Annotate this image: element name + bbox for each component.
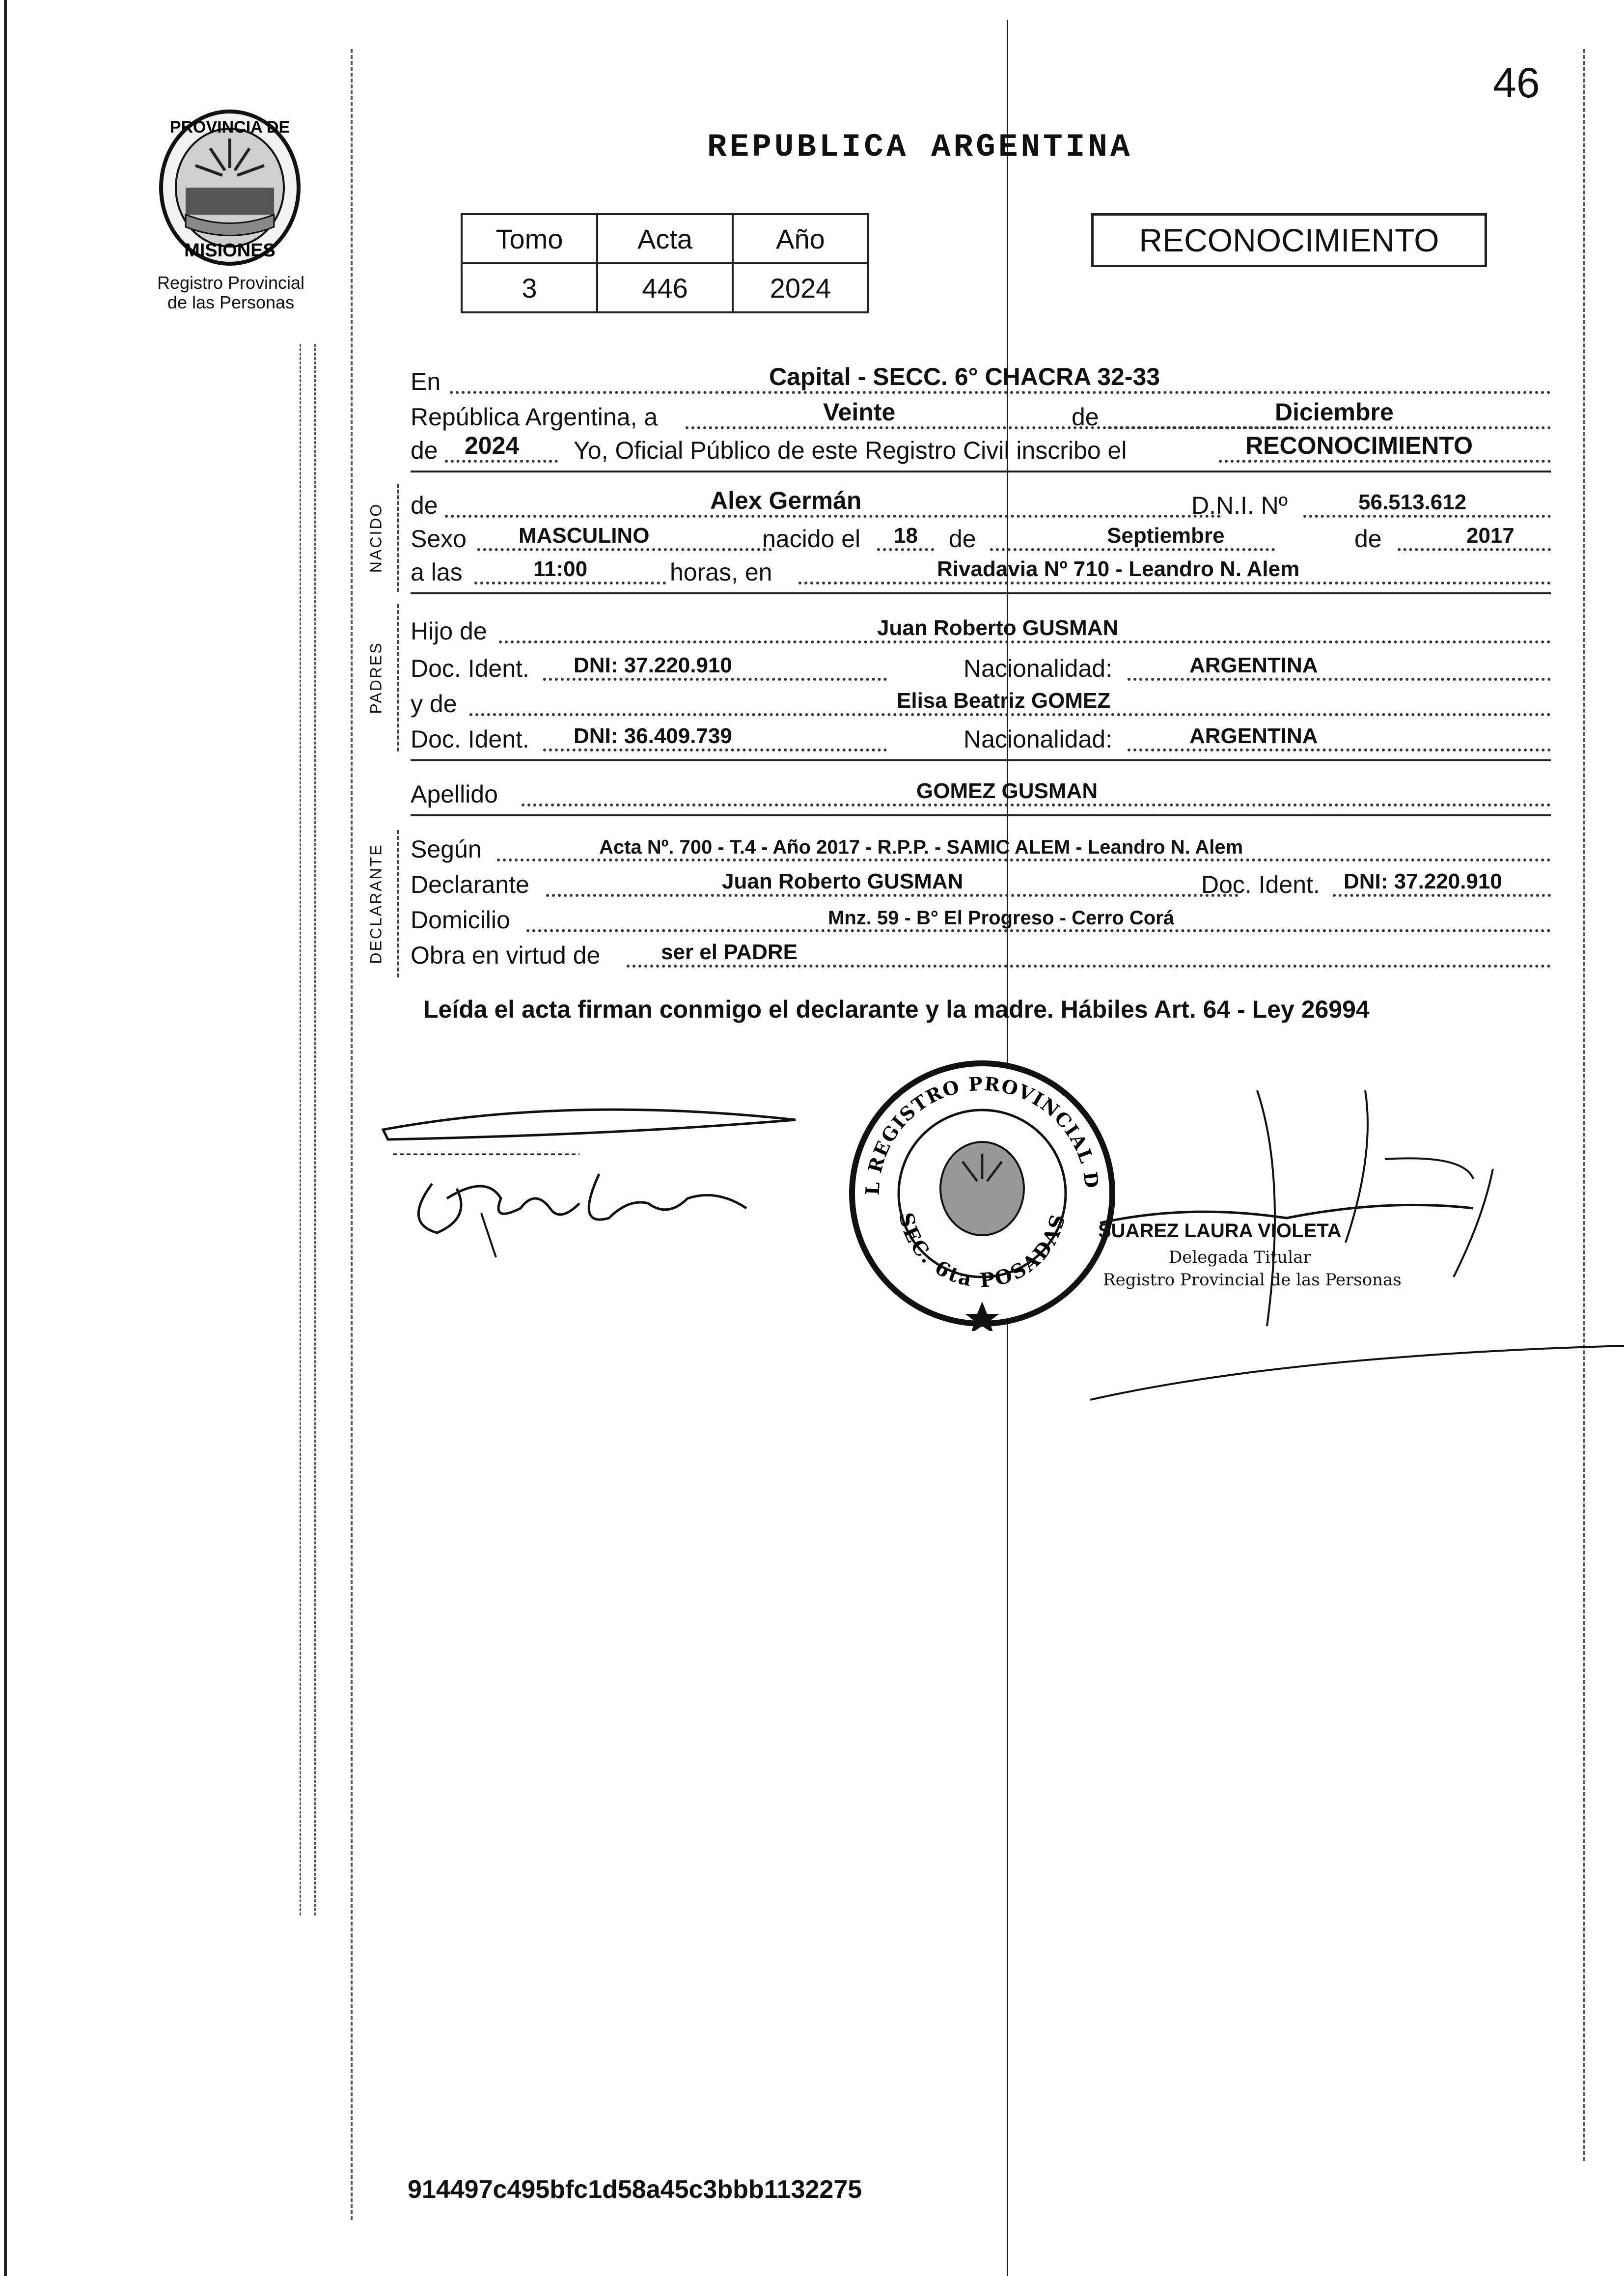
label-de-mes-nac: de xyxy=(949,525,976,553)
label-nacionalidad-padre: Nacionalidad: xyxy=(963,655,1112,682)
row-madre xyxy=(411,691,1551,720)
label-horas-en: horas, en xyxy=(670,558,772,586)
row-hora xyxy=(411,559,1551,588)
label-de-mes: de xyxy=(1072,403,1099,431)
label-a-las: a las xyxy=(411,558,463,586)
header-tomo: Tomo xyxy=(462,214,597,263)
value-segun: Acta Nº. 700 - T.4 - Año 2017 - R.P.P. - SAMIC ALEM - Leandro N. Alem xyxy=(599,836,1243,858)
label-oficial: Yo, Oficial Público de este Registro Civil inscribo el xyxy=(574,437,1127,464)
value-padre-nacionalidad: ARGENTINA xyxy=(1189,653,1318,677)
label-doc-ident-padre: Doc. Ident. xyxy=(411,655,529,682)
separator-1 xyxy=(411,471,1551,472)
row-sexo xyxy=(411,526,1551,555)
label-nacionalidad-madre: Nacionalidad: xyxy=(963,725,1112,753)
page-number: 46 xyxy=(1493,59,1540,107)
province-seal-logo xyxy=(156,109,303,271)
label-nacido-el: nacido el xyxy=(762,525,861,553)
header-acta: Acta xyxy=(597,214,733,263)
left-perforation-1 xyxy=(300,344,301,1915)
value-declarante-doc: DNI: 37.220.910 xyxy=(1344,869,1502,893)
value-obra: ser el PADRE xyxy=(661,940,798,964)
value-lugar: Rivadavia Nº 710 - Leandro N. Alem xyxy=(937,557,1300,581)
value-anio-nac: 2017 xyxy=(1466,524,1514,548)
section-declarante-bar xyxy=(397,830,399,977)
value-anio: 2024 xyxy=(465,432,520,459)
label-de-anio-nac: de xyxy=(1354,525,1382,553)
logo-text-top: PROVINCIA DE xyxy=(169,118,290,137)
value-dia-nac: 18 xyxy=(894,524,918,548)
value-dni: 56.513.612 xyxy=(1358,490,1467,514)
label-apellido: Apellido xyxy=(411,780,498,808)
label-segun: Según xyxy=(411,835,482,863)
official-stamp xyxy=(845,1056,1120,1331)
value-padre-doc: DNI: 37.220.910 xyxy=(574,653,732,677)
value-apellido: GOMEZ GUSMAN xyxy=(916,779,1098,803)
row-apellido xyxy=(411,781,1551,810)
label-domicilio: Domicilio xyxy=(411,906,510,934)
value-declarante: Juan Roberto GUSMAN xyxy=(722,869,963,893)
separator-4 xyxy=(411,814,1551,816)
value-dia: Veinte xyxy=(823,398,896,426)
value-acto: RECONOCIMIENTO xyxy=(1245,432,1473,459)
row-madre-doc xyxy=(411,726,1551,755)
separator-2 xyxy=(411,592,1551,594)
row-padre xyxy=(411,618,1551,647)
label-sexo: Sexo xyxy=(411,525,467,553)
value-mes-nac: Septiembre xyxy=(1107,524,1225,548)
officer-name: SUAREZ LAURA VIOLETA xyxy=(1098,1220,1342,1242)
document-title: REPUBLICA ARGENTINA xyxy=(707,129,1133,166)
value-sexo: MASCULINO xyxy=(519,524,650,548)
value-nombre: Alex Germán xyxy=(710,487,862,514)
row-declarante xyxy=(411,871,1551,901)
value-anio: 2024 xyxy=(733,263,868,312)
label-obra: Obra en virtud de xyxy=(411,942,601,969)
logo-caption-line-1: Registro Provincial xyxy=(157,273,305,293)
row-segun xyxy=(411,836,1551,865)
header-anio: Año xyxy=(733,214,868,263)
officer-title: Delegada Titular xyxy=(1169,1248,1311,1267)
row-padre-doc xyxy=(411,655,1551,685)
label-doc-ident-madre: Doc. Ident. xyxy=(411,725,529,753)
left-edge-line xyxy=(4,0,7,2276)
label-de-nombre: de xyxy=(411,492,438,519)
value-padre: Juan Roberto GUSMAN xyxy=(877,616,1119,640)
document-hash: 914497c495bfc1d58a45c3bbb1132275 xyxy=(408,2175,862,2204)
value-hora: 11:00 xyxy=(533,557,588,581)
left-margin-line xyxy=(351,49,353,2220)
label-declarante: Declarante xyxy=(411,871,529,898)
separator-3 xyxy=(411,759,1551,761)
label-hijo-de: Hijo de xyxy=(411,617,487,645)
value-madre-doc: DNI: 36.409.739 xyxy=(574,724,732,748)
registry-table-header-row xyxy=(462,214,868,263)
value-madre-nacionalidad: ARGENTINA xyxy=(1189,724,1318,748)
label-en: En xyxy=(411,368,441,395)
logo-caption-line-2: de las Personas xyxy=(167,292,295,312)
label-doc-ident-declarante: Doc. Ident. xyxy=(1201,871,1320,898)
section-nacido: NACIDO xyxy=(367,502,385,573)
registry-table-value-row xyxy=(462,263,868,312)
logo-text-bottom: MISIONES xyxy=(184,240,275,261)
left-perforation-2 xyxy=(314,344,316,1915)
stamp-ring-bottom: SEC. 6ta POSADAS xyxy=(894,1210,1070,1292)
section-padres: PADRES xyxy=(367,641,385,714)
label-dni: D.N.I. Nº xyxy=(1191,492,1288,519)
officer-org: Registro Provincial de las Personas xyxy=(1103,1270,1402,1290)
row-obra xyxy=(411,942,1551,971)
row-republica xyxy=(411,398,1551,433)
value-acta: 446 xyxy=(597,263,733,312)
row-oficial xyxy=(411,432,1551,467)
value-en: Capital - SECC. 6° CHACRA 32-33 xyxy=(769,363,1160,390)
closing-text: Leída el acta firman conmigo el declarante y la madre. Hábiles Art. 64 - Ley 26994 xyxy=(423,996,1370,1023)
value-madre: Elisa Beatriz GOMEZ xyxy=(897,689,1111,713)
row-nombre xyxy=(411,487,1551,522)
document-type-box: RECONOCIMIENTO xyxy=(1091,213,1487,267)
registry-table xyxy=(461,213,869,313)
label-de-anio: de xyxy=(411,437,438,464)
section-nacido-bar xyxy=(397,484,399,592)
stamp-ring-top: L REGISTRO PROVINCIAL D xyxy=(861,1072,1103,1196)
label-republica: República Argentina, a xyxy=(411,403,658,431)
section-declarante: DECLARANTE xyxy=(367,843,385,964)
handwritten-signature-madre xyxy=(373,1100,815,1267)
logo-caption xyxy=(118,273,344,312)
value-mes: Diciembre xyxy=(1275,398,1394,426)
section-padres-bar xyxy=(397,604,399,751)
row-en xyxy=(411,363,1551,398)
row-domicilio xyxy=(411,907,1551,936)
value-tomo: 3 xyxy=(462,263,597,312)
label-y-de: y de xyxy=(411,690,457,718)
value-domicilio: Mnz. 59 - B° El Progreso - Cerro Corá xyxy=(828,907,1175,929)
